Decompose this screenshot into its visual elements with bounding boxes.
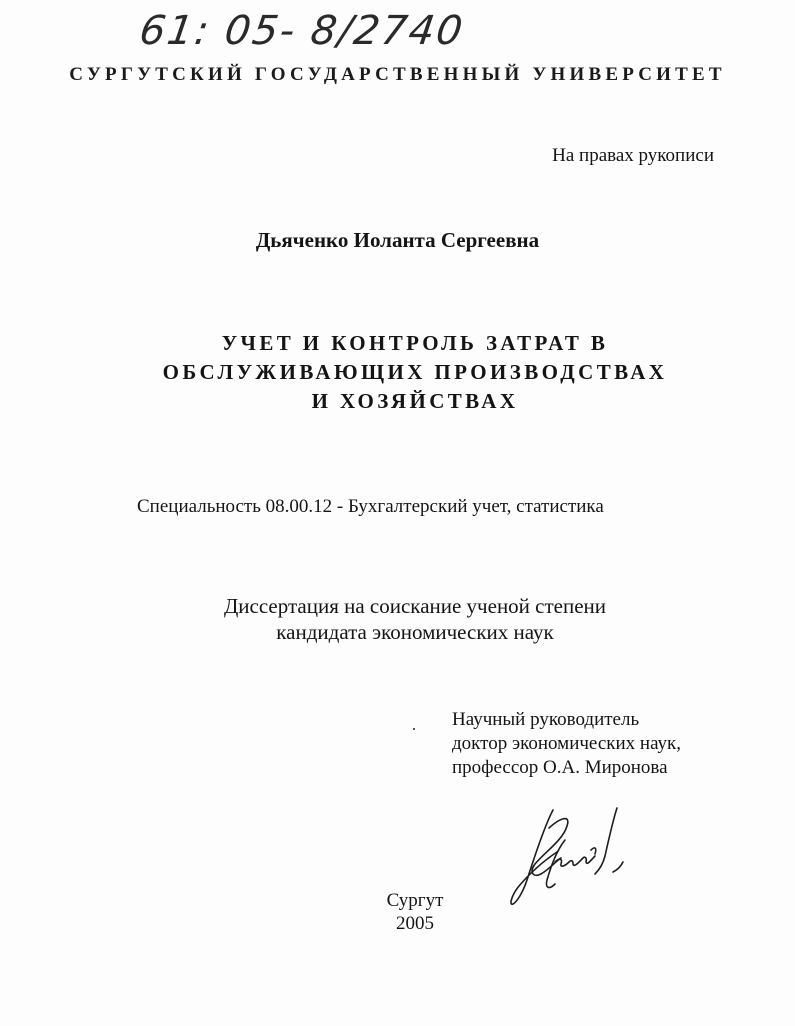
- scan-speck: [413, 728, 415, 730]
- title-line: И ХОЗЯЙСТВАХ: [311, 389, 519, 413]
- supervisor-line: профессор О.А. Миронова: [452, 757, 668, 778]
- supervisor-line: Научный руководитель: [452, 709, 640, 730]
- manuscript-note: На правах рукописи: [552, 145, 714, 166]
- supervisor-block: [452, 708, 681, 780]
- city-year-block: [0, 889, 795, 935]
- degree-line: Диссертация на соискание ученой степени: [223, 594, 607, 618]
- university-name: СУРГУТСКИЙ ГОСУДАРСТВЕННЫЙ УНИВЕРСИТЕТ: [69, 64, 726, 85]
- dissertation-title: [0, 329, 795, 416]
- title-line: УЧЕТ И КОНТРОЛЬ ЗАТРАТ В: [221, 331, 609, 355]
- degree-line: кандидата экономических наук: [276, 620, 554, 644]
- supervisor-line: доктор экономических наук,: [452, 733, 682, 754]
- degree-statement: [0, 593, 795, 645]
- title-line: ОБСЛУЖИВАЮЩИХ ПРОИЗВОДСТВАХ: [162, 360, 668, 384]
- city-label: Сургут: [386, 890, 444, 911]
- year-label: 2005: [396, 913, 434, 934]
- author-name: Дьяченко Иоланта Сергеевна: [255, 228, 540, 252]
- specialty-line: Специальность 08.00.12 - Бухгалтерский учет, статистика: [137, 496, 604, 517]
- archive-code-handwritten: 61: 05- 8/2740: [136, 8, 468, 54]
